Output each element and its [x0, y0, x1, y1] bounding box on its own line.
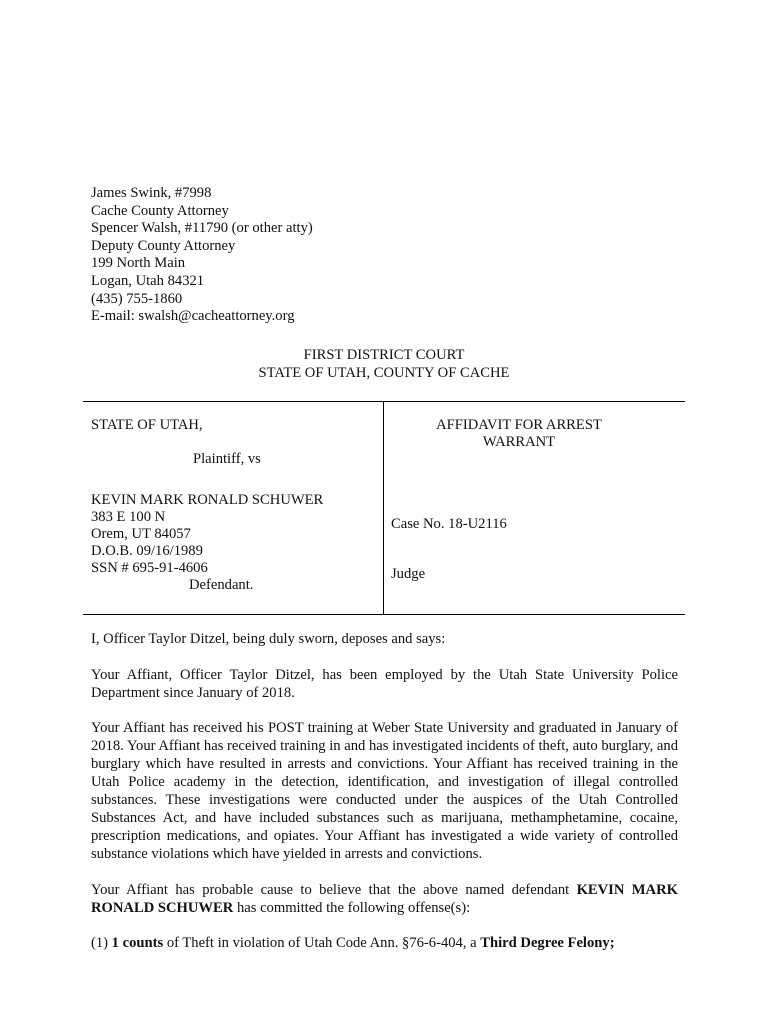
case-number: Case No. 18-U2116: [391, 516, 507, 532]
plaintiff-label: Plaintiff, vs: [193, 451, 261, 467]
offense-degree: Third Degree Felony;: [480, 935, 615, 951]
caption-document-info: [391, 417, 685, 582]
probable-cause-defendant-name: KEVIN MARK RONALD SCHUWER: [91, 882, 678, 916]
attorney-line-7: (435) 755-1860: [91, 290, 183, 307]
defendant-dob: D.O.B. 09/16/1989: [91, 543, 203, 559]
court-jurisdiction: STATE OF UTAH, COUNTY OF CACHE: [258, 365, 510, 381]
attorney-email: E-mail: swalsh@cacheattorney.org: [91, 308, 295, 325]
defendant-name: KEVIN MARK RONALD SCHUWER: [91, 492, 324, 508]
caption-divider: [383, 402, 384, 614]
attorney-line-1: James Swink, #7998: [91, 185, 212, 201]
document-title-line-2: WARRANT: [482, 434, 556, 450]
attorney-line-3: Spencer Walsh, #11790 (or other atty): [91, 220, 313, 237]
defendant-label: Defendant.: [189, 577, 254, 593]
offense-counts: 1 counts: [111, 935, 164, 951]
attorney-line-4: Deputy County Attorney: [91, 237, 236, 254]
training-paragraph: Your Affiant has received his POST training at Weber State University and graduated in January of 2018. Your Affiant has received training in and has investigated incidents of theft, auto burglary, and burglary which have resulted in arrests and convictions. Your Affiant has received training in the Utah Police academy in the detection, identification, and investigation of illegal controlled substances. These investigations were conducted under the auspices of the Utah Controlled Substances Act, and have included substances such as marijuana, methamphetamine, cocaine, prescription medications, and opiates. Your Affiant has investigated a wide variety of controlled substance violations which have yielded in arrests and convictions.: [91, 720, 678, 862]
caption-parties: [91, 417, 381, 594]
defendant-address-2: Orem, UT 84057: [91, 526, 191, 542]
offense-number: (1): [91, 935, 112, 951]
plaintiff-name: STATE OF UTAH,: [91, 417, 203, 433]
court-heading: [0, 346, 768, 382]
defendant-address-1: 383 E 100 N: [91, 509, 166, 525]
attorney-line-6: Logan, Utah 84321: [91, 272, 205, 289]
offense-description: of Theft in violation of Utah Code Ann. §76-6-404, a: [163, 935, 481, 951]
probable-cause-paragraph: [91, 881, 678, 917]
case-caption: [83, 401, 685, 615]
offense-item-1: [91, 934, 678, 952]
oath-paragraph: I, Officer Taylor Ditzel, being duly sworn, deposes and says:: [91, 631, 446, 647]
attorney-line-5: 199 North Main: [91, 255, 186, 272]
attorney-line-2: Cache County Attorney: [91, 202, 229, 219]
court-name: FIRST DISTRICT COURT: [303, 347, 465, 363]
defendant-ssn: SSN # 695-91-4606: [91, 560, 208, 576]
document-title: [391, 417, 685, 451]
attorney-block: [91, 185, 313, 326]
probable-cause-text-end: has committed the following offense(s):: [233, 900, 471, 916]
judge-label: Judge: [391, 566, 426, 582]
document-title-line-1: AFFIDAVIT FOR ARREST: [436, 417, 602, 433]
probable-cause-text-start: Your Affiant has probable cause to believe that the above named defendant: [91, 882, 577, 898]
employment-paragraph: Your Affiant, Officer Taylor Ditzel, has been employed by the Utah State University Police Department since January of 2018.: [91, 667, 678, 701]
